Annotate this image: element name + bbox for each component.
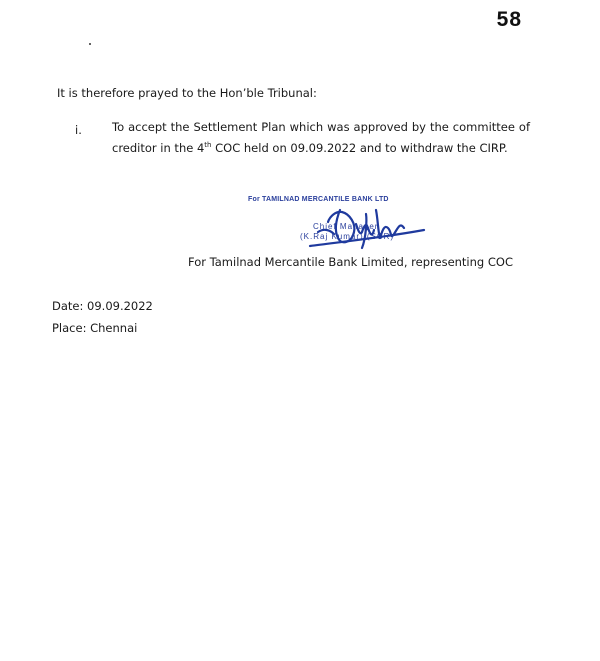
date-line <box>52 299 153 313</box>
prayer-intro: It is therefore prayed to the Hon’ble Tribunal: <box>57 86 317 100</box>
ordinal-superscript: th <box>204 141 212 150</box>
scan-speck <box>89 43 91 45</box>
handwritten-signature <box>300 202 430 250</box>
list-marker: i. <box>75 123 82 137</box>
date-value: 09.09.2022 <box>87 299 153 313</box>
signatory-line: For Tamilnad Mercantile Bank Limited, representing COC <box>188 255 513 269</box>
date-label: Date: <box>52 299 84 313</box>
stamp-designation: Chief Manager <box>313 222 379 231</box>
prayer-item-text-part1: To accept the Settlement Plan which was approved by the committee of creditor in the 4 <box>112 120 530 155</box>
prayer-item-text-part2: COC held on 09.09.2022 and to withdraw the CIRP. <box>211 141 508 155</box>
place-value: Chennai <box>90 321 138 335</box>
prayer-item-text <box>112 117 530 159</box>
place-line <box>52 321 137 335</box>
page-number: 58 <box>496 8 522 31</box>
place-label: Place: <box>52 321 87 335</box>
stamp-bank-name: For TAMILNAD MERCANTILE BANK LTD <box>248 196 389 203</box>
stamp-officer-name: (K.Raj Kumar) (SCR) <box>300 232 395 241</box>
